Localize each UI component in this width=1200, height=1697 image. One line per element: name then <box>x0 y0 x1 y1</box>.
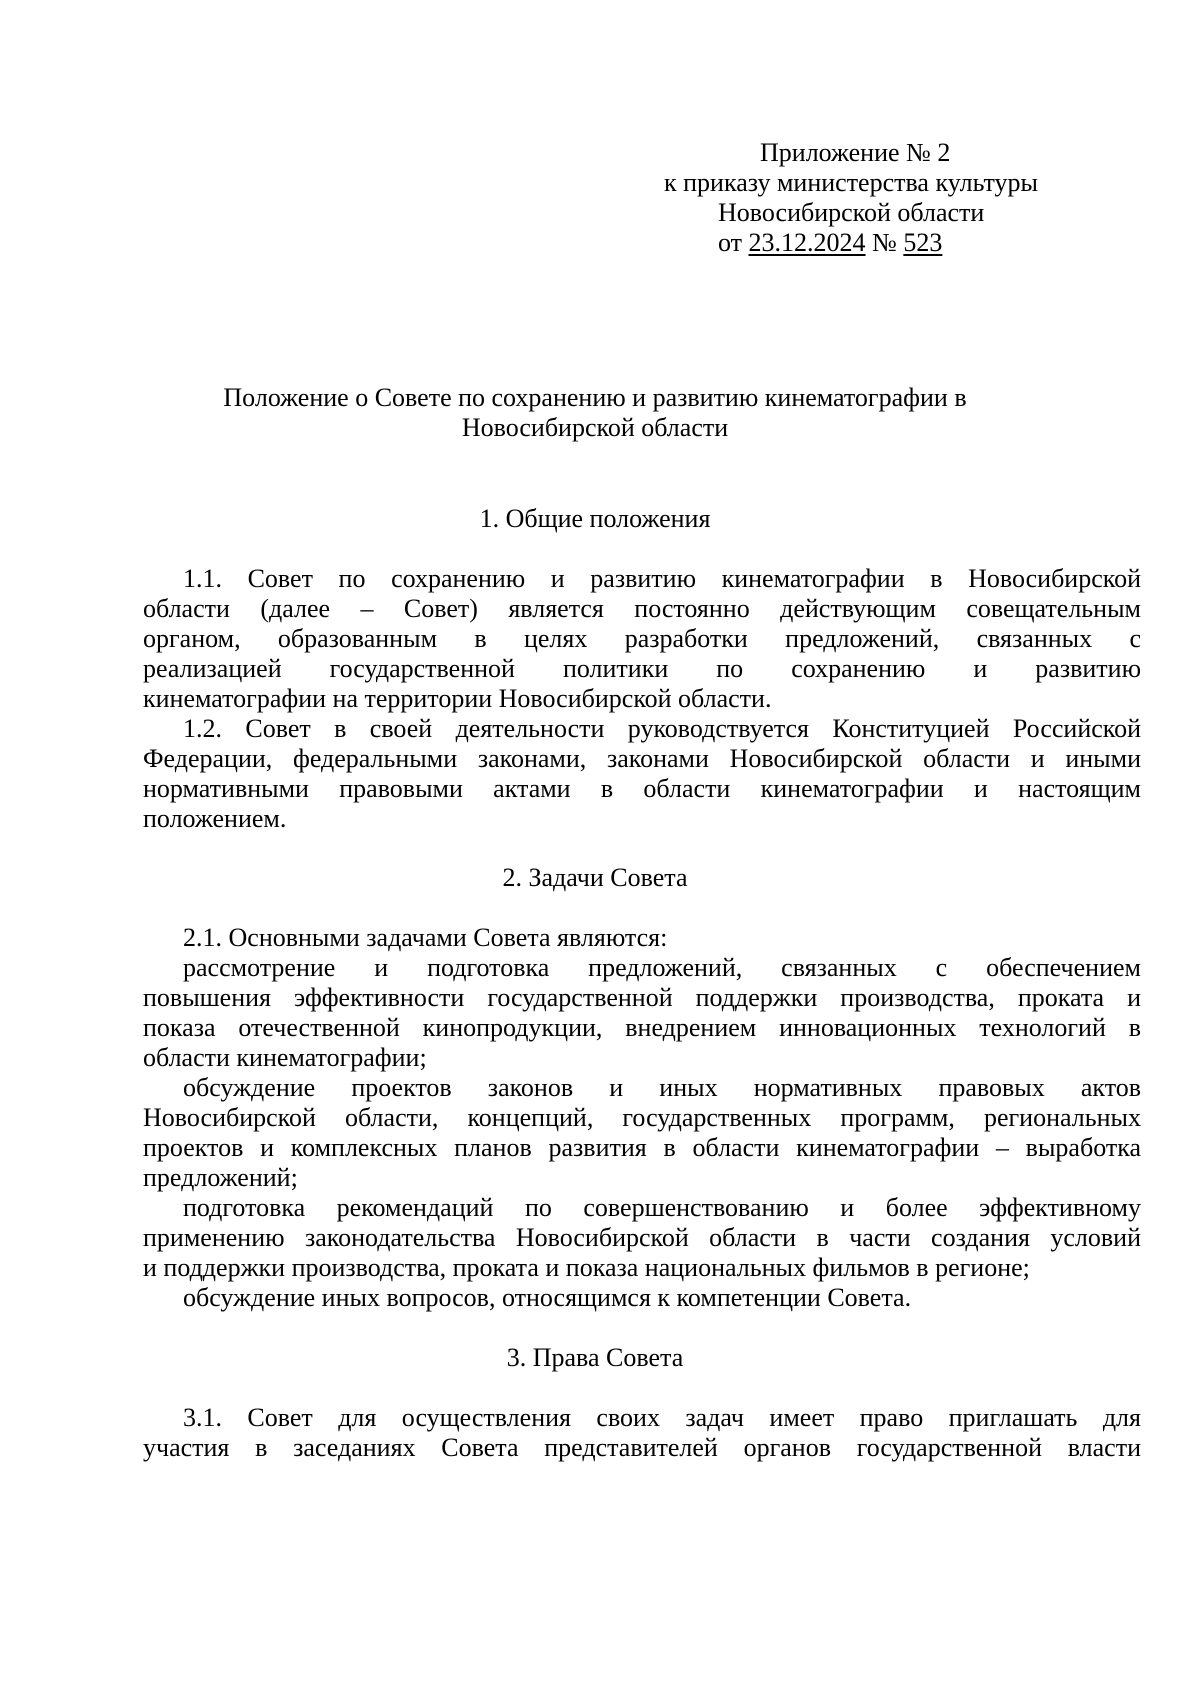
task-1-line-2: повышения эффективности государственной поддержки производства, проката и <box>143 983 1141 1012</box>
order-reference: к приказу министерства культуры <box>664 168 1038 197</box>
paragraph-3-1-line-2: участия в заседаниях Совета представителей органов государственной власти <box>143 1433 1141 1462</box>
paragraph-1-2-line-1: 1.2. Совет в своей деятельности руководствуется Конституцией Российской <box>183 714 1141 743</box>
number-prefix: № <box>865 228 904 257</box>
paragraph-2-1-intro: 2.1. Основными задачами Совета являются: <box>183 923 668 952</box>
paragraph-1-1-line-5: кинематографии на территории Новосибирской области. <box>143 684 772 713</box>
paragraph-1-2-line-2: Федерации, федеральными законами, законами Новосибирской области и иными <box>143 744 1141 773</box>
task-3-line-2: применению законодательства Новосибирской области в части создания условий <box>143 1223 1141 1252</box>
order-number: 523 <box>903 228 943 257</box>
task-1-line-3: показа отечественной кинопродукции, внедрением инновационных технологий в <box>143 1013 1141 1042</box>
appendix-label: Приложение № 2 <box>760 138 951 167</box>
paragraph-3-1-line-1: 3.1. Совет для осуществления своих задач имеет право приглашать для <box>183 1403 1141 1432</box>
order-date-number <box>718 227 942 259</box>
task-2-line-4: предложений; <box>143 1163 298 1192</box>
paragraph-1-1-line-1: 1.1. Совет по сохранению и развитию кинематографии в Новосибирской <box>183 564 1141 593</box>
paragraph-1-1-line-3: органом, образованным в целях разработки предложений, связанных с <box>143 624 1141 653</box>
paragraph-1-2-line-3: нормативными правовыми актами в области кинематографии и настоящим <box>143 774 1141 803</box>
task-3-line-1: подготовка рекомендаций по совершенствованию и более эффективному <box>183 1193 1141 1222</box>
paragraph-1-1-line-2: области (далее – Совет) является постоянно действующим совещательным <box>143 594 1141 623</box>
date-prefix: от <box>718 228 749 257</box>
section-3-heading: 3. Права Совета <box>506 1343 684 1372</box>
task-2-line-1: обсуждение проектов законов и иных нормативных правовых актов <box>183 1073 1141 1102</box>
paragraph-1-1-line-4: реализацией государственной политики по сохранению и развитию <box>143 654 1141 683</box>
task-2-line-2: Новосибирской области, концепций, государственных программ, региональных <box>143 1103 1141 1132</box>
task-3-line-3: и поддержки производства, проката и показа национальных фильмов в регионе; <box>143 1253 1030 1282</box>
task-4-line-1: обсуждение иных вопросов, относящимся к компетенции Совета. <box>183 1283 912 1312</box>
section-1-heading: 1. Общие положения <box>479 504 711 533</box>
task-2-line-3: проектов и комплексных планов развития в области кинематографии – выработка <box>143 1133 1141 1162</box>
task-1-line-1: рассмотрение и подготовка предложений, связанных с обеспечением <box>183 953 1141 982</box>
section-2-heading: 2. Задачи Совета <box>502 863 688 892</box>
order-date: 23.12.2024 <box>748 228 866 257</box>
region-name: Новосибирской области <box>718 198 985 227</box>
paragraph-1-2-line-4: положением. <box>143 804 287 833</box>
document-title-line-1: Положение о Совете по сохранению и развитию кинематографии в <box>223 383 967 412</box>
document-title-line-2: Новосибирской области <box>461 413 729 442</box>
task-1-line-4: области кинематографии; <box>143 1043 427 1072</box>
